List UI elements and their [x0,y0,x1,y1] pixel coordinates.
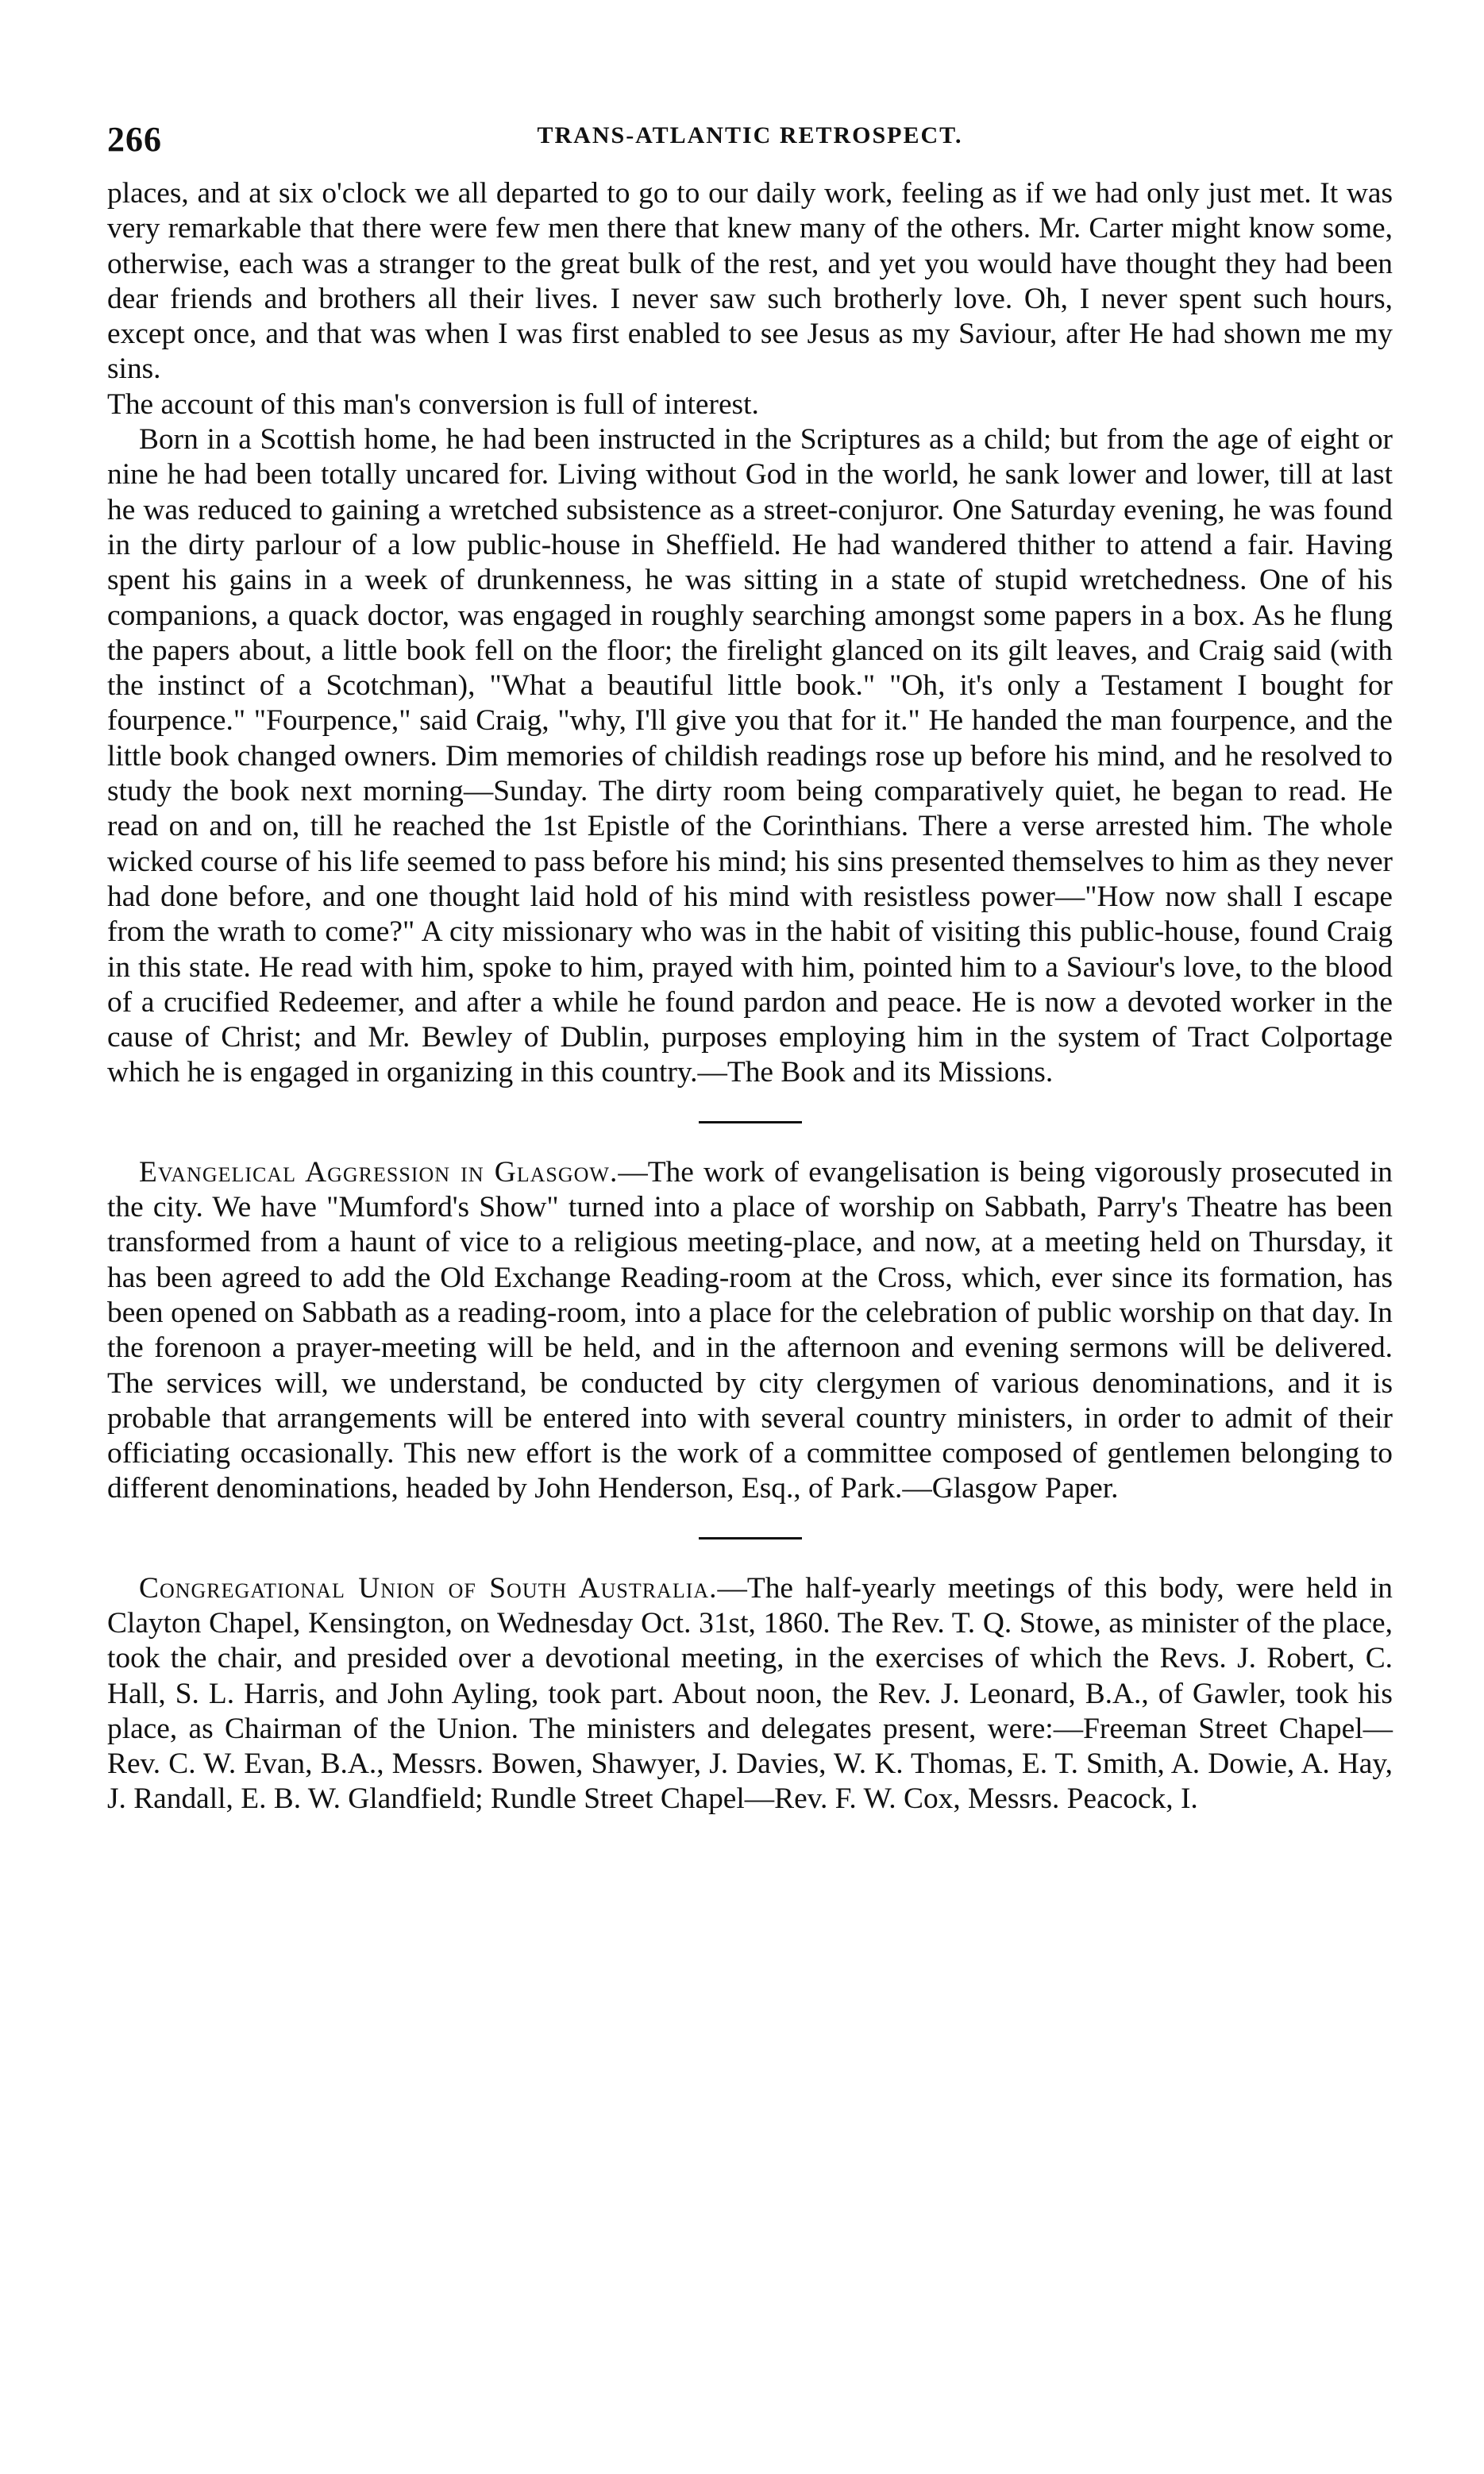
paragraph [107,1571,1393,1817]
paragraph: Born in a Scottish home, he had been instructed in the Scriptures as a child; but from the age of eight or nine he had been totally uncared for. Living without God in the world, he sank lower and lower, till at last he was reduced to gaining a wretched subsistence as a street-conjuror. One Saturday evening, he was found in the dirty parlour of a low public-house in Sheffield. He had wandered thither to attend a fair. Having spent his gains in a week of drunkenness, he was sitting in a state of stupid wretchedness. One of his companions, a quack doctor, was engaged in roughly searching amongst some papers in a box. As he flung the papers about, a little book fell on the floor; the firelight glanced on its gilt leaves, and Craig said (with the instinct of a Scotchman), "What a beautiful little book." "Oh, it's only a Testament I bought for fourpence." "Fourpence," said Craig, "why, I'll give you that for it." He handed the man fourpence, and the little book changed owners. Dim memories of childish readings rose up before his mind, and he resolved to study the book next morning—Sunday. The dirty room being comparatively quiet, he began to read. He read on and on, till he reached the 1st Epistle of the Corinthians. There a verse arrested him. The whole wicked course of his life seemed to pass before his mind; his sins presented themselves to him as they never had done before, and one thought laid hold of his mind with resistless power—"How now shall I escape from the wrath to come?" A city missionary who was in the habit of visiting this public-house, found Craig in this state. He read with him, spoke to him, prayed with him, pointed him to a Saviour's love, to the blood of a crucified Redeemer, and after a while he found pardon and peace. He is now a devoted worker in the cause of Christ; and Mr. Bewley of Dublin, purposes employing him in the system of Tract Colportage which he is engaged in organizing in this country.—The Book and its Missions. [107,423,1393,1089]
page-number: 266 [107,120,162,159]
paragraph: places, and at six o'clock we all departed to go to our daily work, feeling as if we had only just met. It was very remarkable that there were few men there that knew many of the others. Mr. Carter might know some, otherwise, each was a stranger to the great bulk of the rest, and yet you would have thought they had been dear friends and brothers all their lives. I never saw such brotherly love. Oh, I never spent such hours, except once, and that was when I was first enabled to see Jesus as my Saviour, after He had shown me my sins. [107,177,1393,386]
section-divider [699,1121,802,1123]
paragraph: The account of this man's conversion is full of interest. [107,387,759,421]
article-heading: Congregational Union of South Australia. [139,1571,718,1605]
paragraph [107,1155,1393,1507]
article-south-australia [107,1571,1393,1817]
section-divider [699,1537,802,1540]
running-header [107,119,1393,175]
article-heading: Evangelical Aggression in Glasgow. [139,1155,619,1189]
article-text: —The half-yearly meetings of this body, were held in Clayton Chapel, Kensington, on Wednesday Oct. 31st, 1860. The Rev. T. Q. Stowe, as minister of the place, took the chair, and presided over a devotional meeting, in the exercises of which the Revs. J. Robert, C. Hall, S. L. Harris, and John Ayling, took part. About noon, the Rev. J. Leonard, B.A., of Gawler, took his place, as Chairman of the Union. The ministers and delegates present, were:—Freeman Street Chapel—Rev. C. W. Evan, B.A., Messrs. Bowen, Shawyer, J. Davies, W. K. Thomas, E. T. Smith, A. Dowie, A. Hay, J. Randall, E. B. W. Glandfield; Rundle Street Chapel—Rev. F. W. Cox, Messrs. Peacock, I. [107,1571,1393,1816]
running-title: TRANS-ATLANTIC RETROSPECT. [537,122,963,148]
article-text: —The work of evangelisation is being vigorously prosecuted in the city. We have "Mumford's Show" turned into a place of worship on Sabbath, Parry's Theatre has been transformed from a haunt of vice to a religious meeting-place, and now, at a meeting held on Thursday, it has been agreed to add the Old Exchange Reading-room at the Cross, which, ever since its formation, has been opened on Sabbath as a reading-room, into a place for the celebration of public worship on that day. In the forenoon a prayer-meeting will be held, and in the afternoon and evening sermons will be delivered. The services will, we understand, be conducted by city clergymen of various denominations, and it is probable that arrangements will be entered into with several country ministers, in order to admit of their officiating occasionally. This new effort is the work of a committee composed of gentlemen belonging to different denominations, headed by John Henderson, Esq., of Park.—Glasgow Paper. [107,1155,1393,1505]
article-glasgow [107,1155,1393,1507]
article-craig-conversion [107,176,1393,1091]
